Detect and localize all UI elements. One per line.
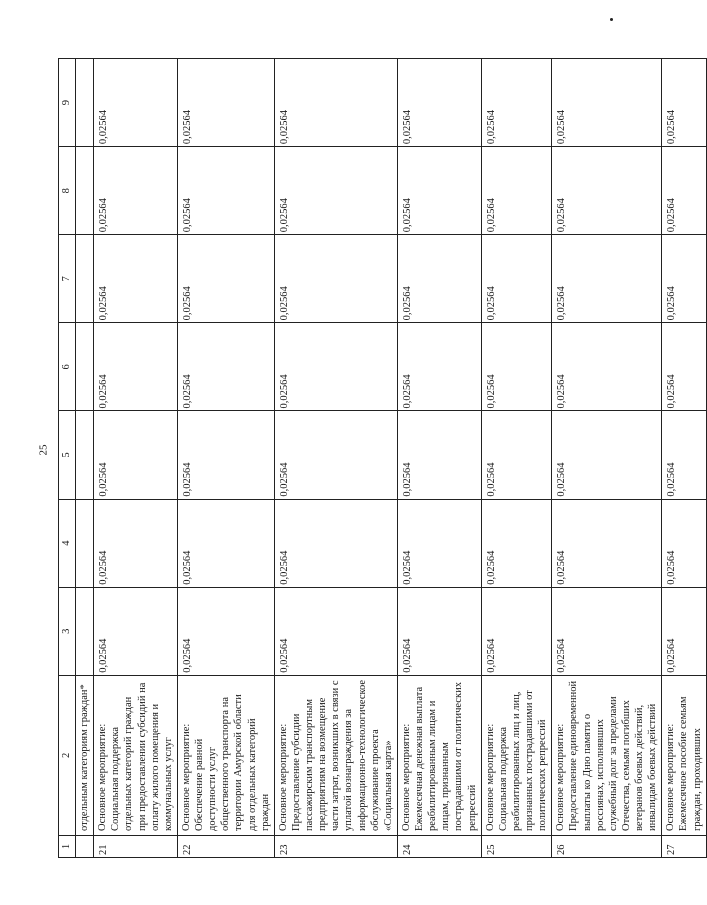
- value-cell: 0,02564: [481, 499, 552, 587]
- scan-speck: [610, 18, 613, 21]
- header-cell: 8: [59, 147, 76, 235]
- value-cell: 0,02564: [481, 411, 552, 499]
- header-cell: 7: [59, 235, 76, 323]
- table-row: [662, 59, 706, 858]
- value-cell: 0,02564: [94, 499, 178, 587]
- row-description: Основное мероприятие: Социальная поддержка реабилитированных лиц и лиц, признанных пострадавшими от политических репрессий: [481, 675, 552, 835]
- value-cell: 0,02564: [177, 411, 274, 499]
- value-cell: 0,02564: [397, 587, 481, 675]
- value-cell: 0,02564: [94, 147, 178, 235]
- table-row: [552, 59, 662, 858]
- value-cell: 0,02564: [177, 587, 274, 675]
- header-cell: 1: [59, 835, 76, 857]
- value-cell: 0,02564: [94, 411, 178, 499]
- value-cell: 0,02564: [662, 323, 706, 411]
- row-number: 25: [481, 835, 552, 857]
- value-cell: 0,02564: [481, 147, 552, 235]
- header-cell: 3: [59, 587, 76, 675]
- value-cell: 0,02564: [552, 587, 662, 675]
- value-cell: 0,02564: [274, 499, 397, 587]
- value-cell: 0,02564: [552, 59, 662, 147]
- value-cell: 0,02564: [552, 499, 662, 587]
- continuation-row: [76, 59, 94, 858]
- value-cell: 0,02564: [481, 323, 552, 411]
- page-number: 25: [37, 444, 50, 456]
- table-row: [481, 59, 552, 858]
- value-cell: 0,02564: [177, 59, 274, 147]
- value-cell: 0,02564: [177, 323, 274, 411]
- value-cell: 0,02564: [94, 323, 178, 411]
- row-number: 24: [397, 835, 481, 857]
- value-cell: 0,02564: [177, 499, 274, 587]
- value-cell: 0,02564: [397, 499, 481, 587]
- header-cell: 2: [59, 675, 76, 835]
- table-row: [397, 59, 481, 858]
- table-row: [94, 59, 178, 858]
- value-cell: 0,02564: [274, 411, 397, 499]
- row-description: Основное мероприятие: Предоставление субсидии пассажирским транспортным предприятиям на возмещение части затрат, возникших в связи с уплатой вознаграждения за информационно-технологическое обслуживание проекта «Социальная карта»: [274, 675, 397, 835]
- value-cell: 0,02564: [397, 323, 481, 411]
- row-number: 23: [274, 835, 397, 857]
- value-cell: 0,02564: [662, 59, 706, 147]
- value-cell: 0,02564: [94, 235, 178, 323]
- value-cell: 0,02564: [177, 235, 274, 323]
- header-cell: 6: [59, 323, 76, 411]
- value-cell: 0,02564: [481, 235, 552, 323]
- row-description: Основное мероприятие: Социальная поддержка отдельных категорий граждан при предоставлении субсидий на оплату жилого помещения и коммунальных услуг: [94, 675, 178, 835]
- value-cell: 0,02564: [274, 587, 397, 675]
- header-cell: 9: [59, 59, 76, 147]
- value-cell: 0,02564: [552, 323, 662, 411]
- value-cell: 0,02564: [397, 59, 481, 147]
- row-number: 27: [662, 835, 706, 857]
- value-cell: 0,02564: [552, 235, 662, 323]
- rotated-table-container: [58, 58, 703, 858]
- table-row: [177, 59, 274, 858]
- row-description: Основное мероприятие: Предоставление единовременной выплаты ко Дню памяти о россиянах, исполнявших служебный долг за пределами Отечества, семьям погибших ветеранов боевых действий, инвалидам боевых действий: [552, 675, 662, 835]
- continuation-text: отдельным категориям граждан*: [76, 675, 94, 835]
- value-cell: 0,02564: [552, 411, 662, 499]
- value-cell: 0,02564: [274, 147, 397, 235]
- value-cell: 0,02564: [94, 59, 178, 147]
- value-cell: 0,02564: [662, 499, 706, 587]
- value-cell: 0,02564: [662, 235, 706, 323]
- value-cell: 0,02564: [94, 587, 178, 675]
- row-description: Основное мероприятие: Обеспечение равной доступности услуг общественного транспорта на территории Амурской области для отдельных категорий граждан: [177, 675, 274, 835]
- value-cell: 0,02564: [481, 59, 552, 147]
- value-cell: 0,02564: [274, 59, 397, 147]
- row-description: Основное мероприятие: Ежемесячное пособие семьям граждан, проходивших: [662, 675, 706, 835]
- value-cell: 0,02564: [662, 587, 706, 675]
- row-description: Основное мероприятие: Ежемесячная денежная выплата реабилитированным лицам и лицам, признанным пострадавшими от политических репрессий: [397, 675, 481, 835]
- row-number: 22: [177, 835, 274, 857]
- header-cell: 4: [59, 499, 76, 587]
- header-row: [59, 59, 76, 858]
- value-cell: 0,02564: [397, 235, 481, 323]
- header-cell: 5: [59, 411, 76, 499]
- row-number: 26: [552, 835, 662, 857]
- value-cell: 0,02564: [552, 147, 662, 235]
- value-cell: 0,02564: [274, 235, 397, 323]
- value-cell: 0,02564: [481, 587, 552, 675]
- value-cell: 0,02564: [274, 323, 397, 411]
- value-cell: 0,02564: [177, 147, 274, 235]
- data-table: [58, 58, 707, 858]
- continuation-num-cell: [76, 835, 94, 857]
- row-number: 21: [94, 835, 178, 857]
- table-row: [274, 59, 397, 858]
- value-cell: 0,02564: [662, 147, 706, 235]
- value-cell: 0,02564: [662, 411, 706, 499]
- value-cell: 0,02564: [397, 147, 481, 235]
- value-cell: 0,02564: [397, 411, 481, 499]
